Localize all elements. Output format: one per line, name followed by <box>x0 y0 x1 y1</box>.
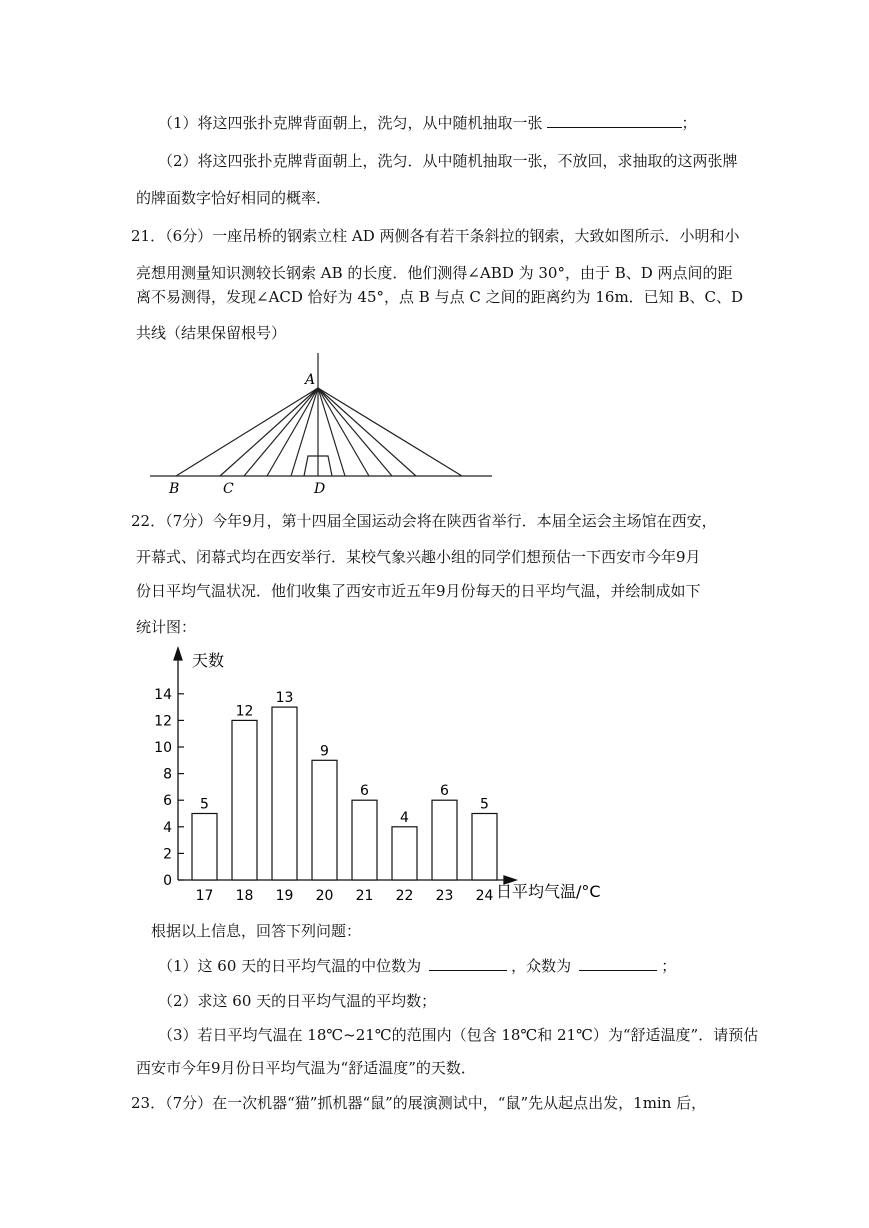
x-tick-label: 17 <box>195 888 214 904</box>
bar <box>392 827 417 880</box>
bar-value-label: 5 <box>200 796 209 813</box>
bar-value-label: 6 <box>440 783 449 800</box>
bar <box>312 760 337 880</box>
bar-value-label: 6 <box>360 783 369 800</box>
y-axis-arrow <box>174 648 182 660</box>
bar <box>272 707 297 880</box>
bar <box>432 800 457 880</box>
q22-line2: 开幕式、闭幕式均在西安举行．某校气象兴趣小组的同学们想预估一下西安市今年9月 <box>136 548 701 566</box>
bar <box>472 814 497 881</box>
bar-value-label: 4 <box>400 809 409 826</box>
y-tick-label: 8 <box>163 766 172 783</box>
bridge-figure <box>150 348 495 498</box>
x-tick-label: 24 <box>475 888 494 904</box>
cable-ab <box>176 388 318 476</box>
cable <box>267 388 318 476</box>
point-label-c: C <box>223 481 234 497</box>
median-answer-blank[interactable] <box>429 956 507 971</box>
q20-part1 <box>158 113 697 133</box>
q22-line3: 份日平均气温状况．他们收集了西安市近五年9月份每天的日平均气温，并绘制成如下 <box>136 582 701 600</box>
answer-blank[interactable] <box>547 113 682 128</box>
q21-line4: 共线（结果保留根号） <box>136 324 287 342</box>
q21-line2: 亮想用测量知识测较长钢索 AB 的长度．他们测得∠ABD 为 30°，由于 B、D 两点间的距 <box>136 264 733 282</box>
y-tick-label: 14 <box>154 686 172 703</box>
q21-line1: 21．（6分）一座吊桥的钢索立柱 AD 两侧各有若干条斜拉的钢索，大致如图所示．小明和小 <box>131 227 740 245</box>
q22-line4: 统计图： <box>136 618 197 636</box>
q20-part2-line2: 的牌面数字恰好相同的概率． <box>136 189 332 207</box>
q22-sub3-line2: 西安市今年9月份日平均气温为“舒适温度”的天数． <box>136 1059 476 1077</box>
bar <box>232 720 257 880</box>
x-tick-label: 21 <box>355 888 374 904</box>
bar-value-label: 12 <box>235 703 254 720</box>
q21-line3: 离不易测得，发现∠ACD 恰好为 45°，点 B 与点 C 之间的距离约为 16m．已知 B、C、D <box>136 288 743 306</box>
q22-sub3-line1: （3）若日平均气温在 18℃~21℃的范围内（包含 18℃和 21℃）为“舒适温度”．请预估 <box>158 1026 759 1044</box>
bar-value-label: 13 <box>275 690 294 707</box>
y-tick-label: 4 <box>163 819 172 836</box>
q22-sub1-text-b: ，众数为 <box>511 957 572 975</box>
y-tick-label: 2 <box>163 846 172 863</box>
q23-line1: 23．（7分）在一次机器“猫”抓机器“鼠”的展演测试中，“鼠”先从起点出发，1min 后， <box>131 1094 707 1112</box>
q22-sub2: （2）求这 60 天的日平均气温的平均数； <box>158 992 437 1010</box>
mode-answer-blank[interactable] <box>579 956 657 971</box>
q20-part1-end: ； <box>681 114 697 132</box>
x-tick-label: 22 <box>395 888 414 904</box>
q20-part2-line1: （2）将这四张扑克牌背面朝上，洗匀．从中随机抽取一张，不放回，求抽取的这两张牌 <box>158 152 738 170</box>
x-tick-label: 19 <box>275 888 294 904</box>
cable <box>318 388 416 476</box>
cable <box>318 388 369 476</box>
y-axis-label: 天数 <box>192 651 225 670</box>
bar <box>192 814 217 881</box>
x-axis-label: 日平均气温/°C <box>496 882 601 901</box>
cable <box>291 388 318 476</box>
cable <box>318 388 345 476</box>
y-tick-label: 12 <box>154 713 172 730</box>
point-label-b: B <box>169 481 180 497</box>
cable-ac <box>220 388 318 476</box>
q22-line1: 22．（7分）今年9月，第十四届全国运动会将在陕西省举行．本届全运会主场馆在西安， <box>131 512 717 530</box>
q22-sub1-end: ； <box>661 957 677 975</box>
bar-value-label: 5 <box>480 796 489 813</box>
x-tick-label: 20 <box>315 888 334 904</box>
point-label-d: D <box>314 481 326 497</box>
q22-sub1-text-a: （1）这 60 天的日平均气温的中位数为 <box>158 957 422 975</box>
q22-sub1 <box>158 956 676 976</box>
q20-part1-text: （1）将这四张扑克牌背面朝上，洗匀，从中随机抽取一张 <box>158 114 543 132</box>
q22-intro-questions: 根据以上信息，回答下列问题： <box>151 922 362 940</box>
bar <box>352 800 377 880</box>
point-label-a: A <box>305 372 316 388</box>
y-tick-label: 10 <box>154 740 172 756</box>
y-tick-label: 0 <box>163 873 172 889</box>
bar-value-label: 9 <box>320 743 329 760</box>
cable <box>318 388 462 476</box>
y-tick-label: 6 <box>163 793 172 810</box>
temperature-bar-chart <box>140 642 610 907</box>
x-tick-label: 18 <box>235 888 254 904</box>
x-tick-label: 23 <box>435 888 454 904</box>
